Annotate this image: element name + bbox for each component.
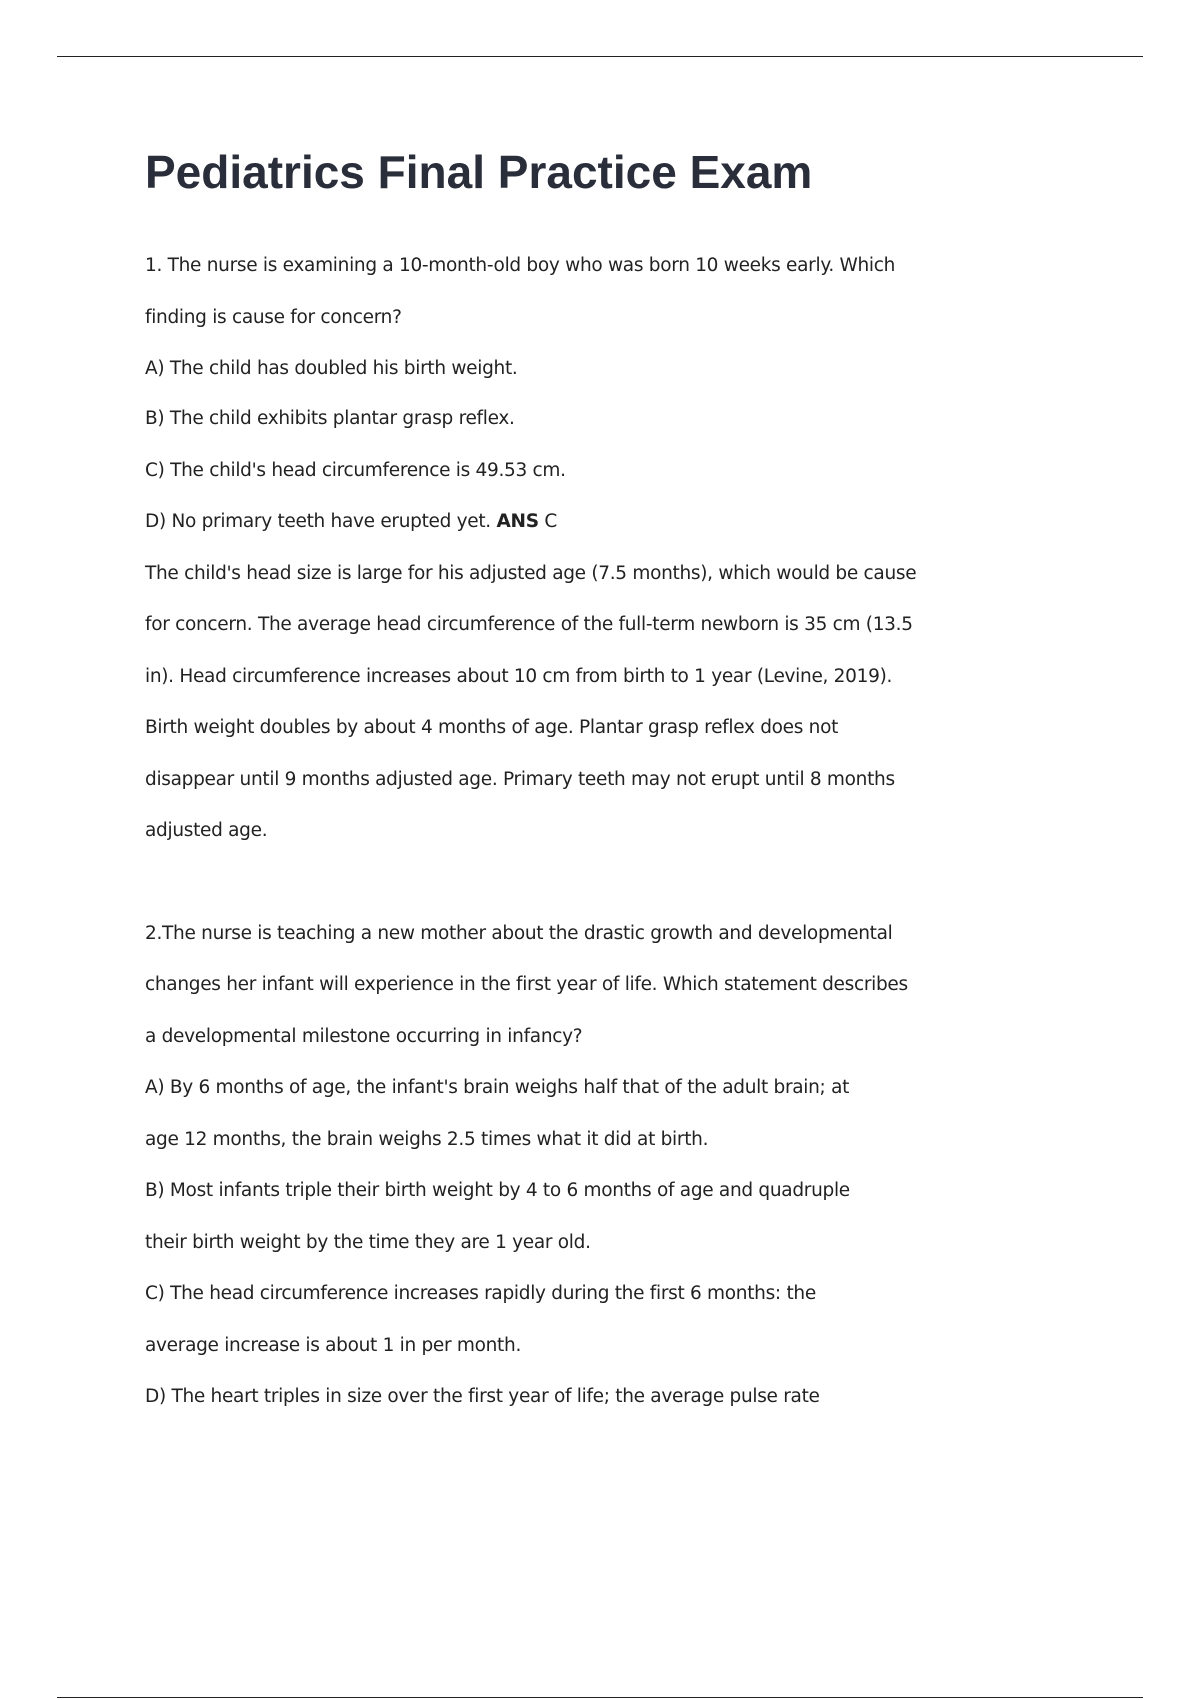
q1-answer-label: ANS: [496, 511, 539, 532]
q1-rationale-line-5: disappear until 9 months adjusted age. Primary teeth may not erupt until 8 months: [145, 769, 895, 790]
document-title: Pediatrics Final Practice Exam: [145, 146, 813, 198]
q2-stem-line-3: a developmental milestone occurring in infancy?: [145, 1026, 583, 1047]
q1-option-b: B) The child exhibits plantar grasp reflex.: [145, 408, 515, 429]
q2-option-b-line-1: B) Most infants triple their birth weight by 4 to 6 months of age and quadruple: [145, 1180, 850, 1201]
footer-rule: [57, 1697, 1143, 1698]
q1-rationale-line-6: adjusted age.: [145, 820, 268, 841]
q1-answer-value: C: [544, 511, 557, 532]
q2-stem-line-1: 2.The nurse is teaching a new mother about the drastic growth and developmental: [145, 923, 893, 944]
q2-stem-line-2: changes her infant will experience in the first year of life. Which statement describes: [145, 974, 908, 995]
q1-stem-line-1: 1. The nurse is examining a 10-month-old boy who was born 10 weeks early. Which: [145, 255, 896, 276]
q2-option-c-line-1: C) The head circumference increases rapidly during the first 6 months: the: [145, 1283, 816, 1304]
q1-rationale-line-2: for concern. The average head circumference of the full-term newborn is 35 cm (13.5: [145, 614, 913, 635]
q2-option-d-line-1: D) The heart triples in size over the first year of life; the average pulse rate: [145, 1386, 820, 1407]
q1-option-a: A) The child has doubled his birth weight.: [145, 358, 518, 379]
q2-option-b-line-2: their birth weight by the time they are 1 year old.: [145, 1232, 591, 1253]
q2-option-a-line-1: A) By 6 months of age, the infant's brain weighs half that of the adult brain; at: [145, 1077, 850, 1098]
q1-stem-line-2: finding is cause for concern?: [145, 307, 402, 328]
q1-option-d: D) No primary teeth have erupted yet.: [145, 511, 491, 532]
header-rule: [57, 56, 1143, 57]
q1-option-c: C) The child's head circumference is 49.53 cm.: [145, 460, 566, 481]
q2-option-a-line-2: age 12 months, the brain weighs 2.5 times what it did at birth.: [145, 1129, 709, 1150]
q1-rationale-line-4: Birth weight doubles by about 4 months of age. Plantar grasp reflex does not: [145, 717, 839, 738]
q1-option-d-line: [145, 509, 557, 535]
q1-rationale-line-3: in). Head circumference increases about 10 cm from birth to 1 year (Levine, 2019).: [145, 666, 893, 687]
q2-option-c-line-2: average increase is about 1 in per month.: [145, 1335, 522, 1356]
q1-rationale-line-1: The child's head size is large for his adjusted age (7.5 months), which would be cause: [145, 563, 917, 584]
